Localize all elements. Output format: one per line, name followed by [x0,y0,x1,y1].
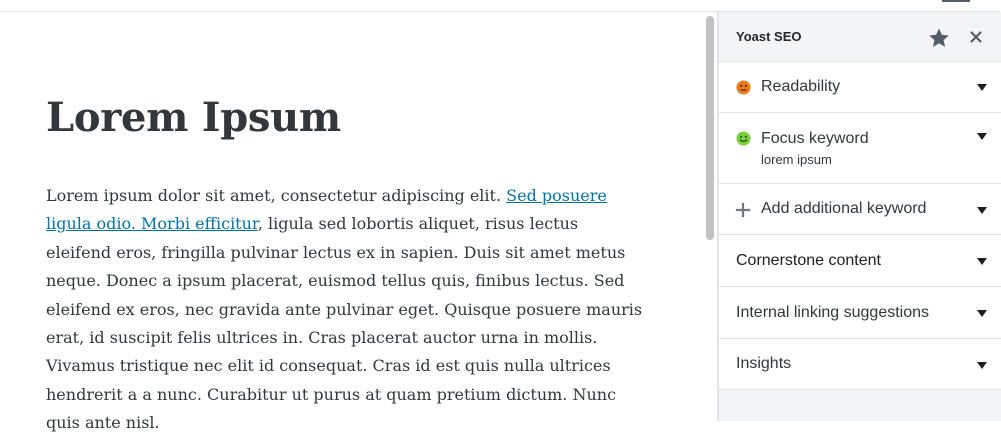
toolbar-indicator [942,0,970,2]
focus-keyword-value: lorem ipsum [761,152,832,167]
chevron-down-icon [977,84,987,92]
panel-focus-keyword[interactable] [719,113,1001,184]
chevron-down-icon [977,362,987,370]
editor-scrollbar[interactable] [702,12,718,421]
panel-label-readability: Readability [761,78,841,95]
scrollbar-thumb[interactable] [706,16,714,240]
yoast-sidebar [718,12,1000,421]
sidebar-title: Yoast SEO [736,29,802,44]
chevron-down-icon [977,133,987,141]
panel-internal-linking[interactable] [719,287,1001,339]
paragraph-text-end: , ligula sed lobortis aliquet, risus lectus eleifend eros, fringilla pulvinar lectus ex in sapien. Duis sit amet metus neque. Donec a ipsum placerat, euismod tellus quis, finibus lectus. Sed eleifend ex eros, nec gravida ante pulvinar eget. Quisque posuere mauris erat, id suscipit felis ultrices in. Cras placerat auctor urna in mollis. Vivamus tristique nec elit id consequat. Cras id est quis nulla ultrices hendrerit a a nunc. Curabitur ut purus at quam pretium dictum. Nunc quis ante nisl. [46,214,643,433]
paragraph-link[interactable]: Sed posuere ligula odio. Morbi efficitur [46,186,607,234]
close-icon[interactable] [967,28,985,46]
panel-readability[interactable] [719,62,1001,113]
paragraph-text-start: Lorem ipsum dolor sit amet, consectetur adipiscing elit. [46,186,507,205]
editor-canvas[interactable] [0,12,702,433]
panel-label-cornerstone: Cornerstone content [736,252,881,269]
top-toolbar [0,0,1000,12]
post-paragraph[interactable] [46,182,646,438]
panel-insights[interactable] [719,339,1001,390]
panel-add-keyword[interactable] [719,184,1001,235]
sidebar-empty-area [719,390,1001,421]
chevron-down-icon [977,258,987,266]
chevron-down-icon [977,207,987,215]
neutral-face-icon [736,80,751,95]
plus-icon [736,203,750,217]
panel-label-internal-linking: Internal linking suggestions [736,304,930,321]
smiley-face-icon [736,131,751,146]
panel-cornerstone[interactable] [719,235,1001,287]
chevron-down-icon [977,310,987,318]
panel-label-focus-keyword: Focus keyword [761,130,869,147]
star-icon[interactable] [927,26,951,50]
post-title[interactable]: Lorem Ipsum [46,94,341,141]
sidebar-header [719,12,1001,62]
panel-label-add-keyword: Add additional keyword [761,200,927,217]
panel-label-insights: Insights [736,355,792,372]
